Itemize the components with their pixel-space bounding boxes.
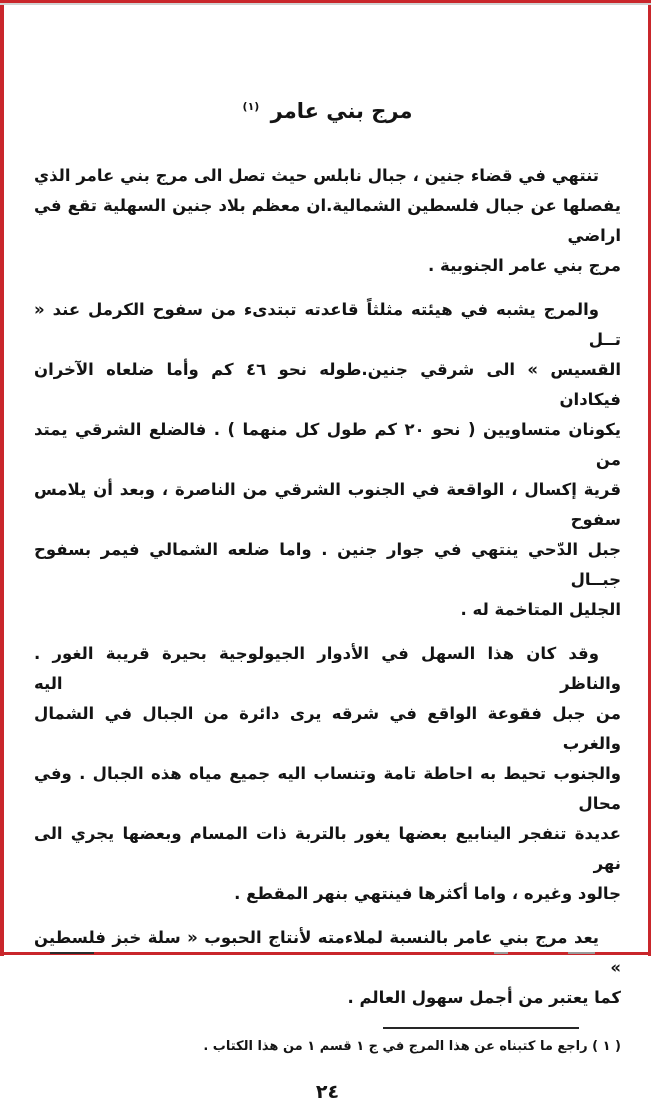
footnote-separator: [383, 1027, 579, 1029]
text-line: والجنوب تحيط به احاطة تامة وتنساب اليه جميع مياه هذه الجبال . وفي محال: [34, 764, 621, 813]
text-line: يفصلها عن جبال فلسطين الشمالية.ان معظم بلاد جنين السهلية تقع في اراضي: [34, 196, 621, 245]
paragraph-4: [34, 923, 621, 1013]
text-line: والمرج يشبه في هيئته مثلثاً قاعدته تبتدىء من سفوح الكرمل عند « تــل: [34, 300, 621, 349]
paragraph-3: [34, 639, 621, 909]
text-line: يكونان متساويين ( نحو ٢٠ كم طول كل منهما ) . فالضلع الشرقي يمتد من: [34, 420, 621, 469]
page-title-text: مرج بني عامر: [270, 99, 413, 123]
footnote-text: ( ١ ) راجع ما كتبناه عن هذا المرج في ج ١ قسم ١ من هذا الكتاب .: [203, 1039, 621, 1054]
page-number: ٢٤: [315, 1081, 340, 1103]
text-line: وقد كان هذا السهل في الأدوار الجيولوجية بحيرة قريبة الغور . والناظر اليه: [34, 644, 621, 693]
text-line: من جبل فقوعة الواقع في شرقه يرى دائرة من الجبال في الشمال والغرب: [34, 704, 621, 753]
title-footnote-marker: (١): [242, 100, 260, 113]
page-title: [34, 92, 621, 126]
text-line: جالود وغيره ، واما أكثرها فينتهي بنهر المقطع .: [234, 884, 621, 903]
text-line: عديدة تنفجر الينابيع بعضها يغور بالتربة ذات المسام وبعضها يجري الى نهر: [34, 824, 621, 873]
text-line: تنتهي في قضاء جنين ، جبال نابلس حيث تصل الى مرج بني عامر الذي: [34, 166, 599, 185]
page-content: [34, 0, 621, 1103]
text-line: مرج بني عامر الجنوبية .: [428, 256, 621, 275]
text-line: القسيس » الى شرقي جنين.طوله نحو ٤٦ كم وأما ضلعاه الآخران فيكادان: [34, 360, 622, 409]
body-text: [34, 161, 621, 1013]
text-line: يعد مرج بني عامر بالنسبة لملاءمته لأنتاج الحبوب « سلة خبز فلسطين »: [34, 928, 621, 977]
paragraph-2: [34, 295, 621, 625]
left-red-border: [0, 0, 4, 956]
paragraph-1: [34, 161, 621, 281]
text-line: جبل الدّحي ينتهي في جوار جنين . واما ضلعه الشمالي فيمر بسفوح جبــال: [34, 540, 621, 589]
text-line: قرية إكسال ، الواقعة في الجنوب الشرقي من الناصرة ، وبعد أن يلامس سفوح: [34, 480, 621, 529]
text-line: كما يعتبر من أجمل سهول العالم .: [347, 988, 621, 1007]
text-line: الجليل المتاخمة له .: [460, 600, 621, 619]
